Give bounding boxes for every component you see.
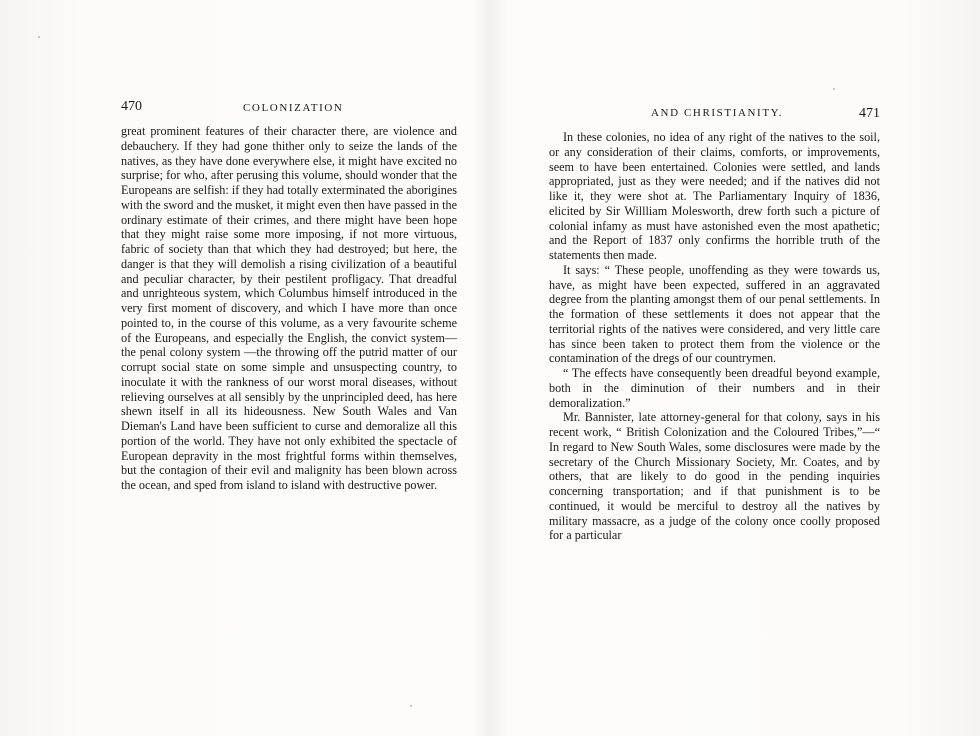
left-page-text [121, 124, 457, 493]
paragraph: Mr. Bannister, late attorney-general for that colony, says in his recent work, “ British Colonization and the Coloured Tribes,”—“ In regard to New South Wales, some disclosures were made by the secretary of the Church Missionary Society, Mr. Coates, and by others, that are likely to do good in the pending inquiries concerning transportation; and if that punishment is to be continued, it would be merciful to destroy all the natives by military massacre, as a judge of the colony once coolly proposed for a particular [549, 410, 880, 543]
right-page-number: 471 [859, 106, 880, 121]
paragraph: It says: “ These people, unoffending as they were towards us, have, as might have been expected, suffered in an aggravated degree from the planting amongst them of our penal settlements. In the formation of these settlements it does not appear that the territorial rights of the natives were considered, and very little care has since been taken to protect them from the violence or the contamination of the dregs of our countrymen. [549, 262, 880, 366]
right-running-head [549, 100, 880, 120]
paper-speck [38, 36, 40, 38]
paragraph: In these colonies, no idea of any right of the natives to the soil, or any consideration of their claims, comforts, or improvements, seem to have been entertained. Colonies were settled, and lands appropriated, just as they were needed; and if the natives did not like it, they were shot at. The Parliamentary Inquiry of 1836, elicited by Sir Willliam Molesworth, drew forth such a picture of colonial infamy as must have astonished even the most apathetic; and the Report of 1837 only confirms the horrible truth of the statements then made. [549, 130, 880, 262]
left-page-number: 470 [121, 99, 142, 114]
right-page-text [549, 130, 880, 543]
right-page [549, 100, 880, 543]
right-running-title: AND CHRISTIANITY. [651, 107, 784, 119]
left-running-title: COLONIZATION [243, 102, 344, 114]
paper-speck [833, 88, 835, 90]
paper-speck [410, 705, 412, 707]
left-running-head [121, 100, 457, 120]
left-page [121, 100, 457, 493]
paragraph: “ The effects have consequently been dreadful beyond example, both in the diminution of their numbers and in their demoralization.” [549, 366, 880, 410]
paragraph: great prominent features of their character there, are violence and debauchery. If they had gone thither only to seize the lands of the natives, as they have done everywhere else, it might have excited no surprise; for who, after perusing this volume, should wonder that the Europeans are selfish: if they had totally exterminated the aborigines with the sword and the musket, it might even then have passed in the ordinary estimate of their crimes, and there might have been hope that they might raise some more imposing, if not more virtuous, fabric of society than that which they had destroyed; but here, the danger is that they will demolish a rising civilization of a beautiful and peculiar character, by their pestilent profligacy. That dreadful and unrighteous system, which Columbus himself introduced in the very first moment of discovery, and which I have more than once pointed to, in the course of this volume, as a very favourite scheme of the Europeans, and especially the English, the convict system—the penal colony system —the throwing off the putrid matter of our corrupt social state on some simple and unsuspecting country, to inoculate it with the rankness of our worst moral diseases, without relieving ourselves at all sensibly by the unprincipled deed, has here shewn itself in all its hideousness. New South Wales and Van Dieman's Land have been sufficient to curse and demoralize all this portion of the world. They have not only exhibited the spectacle of European depravity in the most frightful forms within themselves, but the contagion of their evil and malignity has been blown across the ocean, and sped from island to island with destructive power. [121, 124, 457, 492]
